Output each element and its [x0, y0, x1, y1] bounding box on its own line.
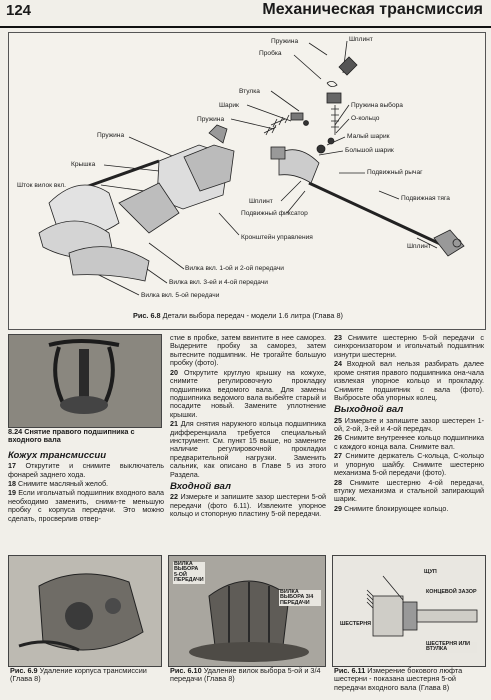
label-small-ball: Малый шарик [347, 133, 390, 140]
page-number: 124 [6, 2, 32, 19]
section-title-input-shaft: Входной вал [170, 481, 231, 493]
photo-6-10-caption-number: Рис. 6.10 [170, 666, 202, 675]
photo-6-10-label-fork-3-4: ВИЛКА ВЫБОРА 3/4 ПЕРЕДАЧИ [279, 590, 321, 606]
step-19: 19 Если игольчатый подшипник входного вала необходимо заменить, сними-те меньшую пробку с корпуса передачи. Это можно сделать, просверлив отвер- [8, 488, 165, 523]
label-cotter-right: Шплинт [407, 243, 431, 250]
step-23: 23 Снимите шестерню 5-ой передачи с синхронизатором и игольчатый подшипник изнутри шестерни. [334, 333, 485, 359]
figure-6-8 [8, 32, 486, 330]
label-spring-top: Пружина [271, 38, 299, 45]
figure-6-11-label-gear-or-sleeve: ШЕСТЕРНЯ ИЛИ ВТУЛКА [425, 642, 477, 653]
photo-6-9-caption-text: Удаление корпуса трансмиссии (Глава 8) [10, 666, 147, 684]
text-column-2 [170, 334, 326, 520]
photo-6-10-label-fork-5: ВИЛКА ВЫБОРА 5-ОЙ ПЕРЕДАЧИ [174, 561, 204, 584]
figure-6-8-caption [133, 312, 343, 320]
label-spring-mid: Пружина [197, 116, 225, 123]
figure-6-11-label-endplay: КОНЦЕВОЙ ЗАЗОР [426, 589, 477, 595]
step-17: 17 Открутите и снимите выключатель фонарей заднего хода. [8, 461, 164, 479]
label-cotter-mid: Шплинт [249, 198, 273, 205]
section-title-output-shaft: Выходной вал [334, 404, 404, 416]
figure-6-11-caption [334, 667, 486, 692]
step-26: 26 Снимите внутреннее кольцо подшипника с каждого конца вала. Снимите вал. [334, 433, 485, 451]
label-plug: Пробка [259, 50, 282, 57]
photo-8-24 [8, 334, 162, 428]
photo-8-24-caption [8, 428, 164, 445]
photo-8-24-caption-text: Снятие правого подшипника с входного вала [8, 427, 135, 445]
text-column-3 [334, 334, 484, 514]
photo-6-10 [168, 555, 326, 667]
label-fork-rod: Шток вилок вкл. [17, 182, 67, 189]
transmission-housing-drawing [9, 556, 161, 666]
figure-6-11-caption-text: Измерение бокового люфта шестерни - показана шестерня 5-ой передачи входного вала (Глава 8) [334, 666, 463, 692]
photo-6-9-caption [10, 667, 160, 684]
label-sleeve: Втулка [239, 88, 260, 95]
figure-6-11 [332, 555, 486, 667]
label-cotter-top: Шплинт [349, 36, 373, 43]
figure-6-11-caption-number: Рис. 6.11 [334, 666, 366, 675]
page-header [0, 0, 491, 28]
label-big-ball: Большой шарик [345, 147, 394, 154]
label-spring-left: Пружина [97, 132, 125, 139]
step-20: 20 Открутите круглую крышку на кожухе, снимите регулировочную прокладку подшипника ведомого вала. Для замены подшипника ведомого вала выбейте старый и посадите новый. Замените уплотнение крышки. [170, 367, 326, 419]
photo-6-9 [8, 555, 162, 667]
figure-6-11-label-feeler: ЩУП [424, 569, 437, 575]
step-18: 18 Снимите масляный желоб. [8, 479, 109, 489]
label-moving-lock: Подвижный фиксатор [241, 210, 308, 217]
label-moving-lever: Подвижный рычаг [367, 169, 423, 176]
step-24: 24 Входной вал нельзя разбирать далее кроме снятия правого подшипника она-чала извлекая упорное кольцо и прокладку. Снимите подшипник с вала (фото). Выбросьте оба упорных колец. [334, 359, 485, 402]
label-o-ring: О-кольцо [351, 115, 380, 122]
text-column-1 [8, 448, 164, 524]
step-25: 25 Измерьте и запишите зазор шестерен 1-ой, 2-ой, 3-ей и 4-ой передач. [334, 415, 484, 434]
figure-6-8-caption-text: Детали выбора передач - модели 1.6 литра (Глава 8) [162, 311, 343, 320]
photo-6-10-caption [170, 667, 326, 684]
label-selector-spring: Пружина выбора [351, 102, 403, 109]
step-21: 21 Для снятия наружного кольца подшипника дифференциала требуется специальный инструмент. См. пункт 15 выше, но замените наличие регулировочной прокладки предварительной нагрузки. Заменить сальник, как описано в Главе 5 из этого Раздела. [170, 419, 327, 479]
page-title: Механическая трансмиссия [262, 1, 483, 18]
bearing-puller-drawing [9, 335, 161, 427]
photo-6-9-caption-number: Рис. 6.9 [10, 666, 38, 675]
label-fork-3-4: Вилка вкл. 3-ей и 4-ой передачи [169, 279, 268, 286]
step-22: 22 Измерьте и запишите зазор шестерни 5-ой передачи (фото 6.11). Извлеките упорное кольцо и стопорную пластину 5-ой передачи. [170, 492, 326, 519]
figure-6-11-label-gear: ШЕСТЕРНЯ [340, 621, 372, 627]
figure-6-8-caption-number: Рис. 6.8 [133, 311, 161, 320]
step-29: 29 Снимите блокирующее кольцо. [334, 503, 449, 513]
label-moving-rod: Подвижная тяга [401, 195, 450, 202]
label-fork-5: Вилка вкл. 5-ой передачи [141, 292, 220, 299]
label-bracket: Кронштейн управления [241, 234, 313, 241]
label-cover: Крышка [71, 161, 96, 168]
label-fork-1-2: Вилка вкл. 1-ой и 2-ой передачи [185, 265, 284, 272]
section-title-housing: Кожух трансмиссии [8, 450, 107, 461]
label-ball: Шарик [219, 102, 239, 109]
step-19-continued: стие в пробке, затем ввинтите в нее саморез. Выдерните пробку за саморез, затем вытесните подшипник. Не трогайте большую пробку (фото). [170, 333, 326, 368]
photo-8-24-caption-number: 8.24 [8, 427, 23, 436]
step-27: 27 Снимите держатель С-кольца, С-кольцо и упорную шайбу. Снимите шестерню механизма 5-ой передачи (фото). [334, 451, 484, 478]
step-28: 28 Снимите шестерню 4-ой передачи, втулку механизма и стальной запирающий шарик. [334, 477, 485, 504]
photo-6-10-caption-text: Удаление вилок выбора 5-ой и 3/4 передачи (Глава 8) [170, 666, 321, 684]
